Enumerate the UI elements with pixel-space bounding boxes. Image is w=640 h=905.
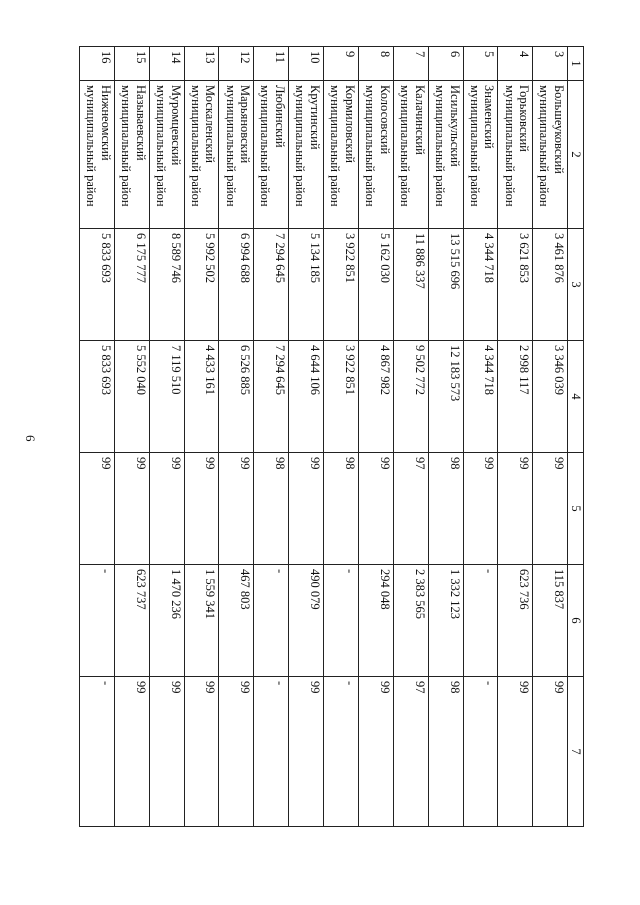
value-col-7: 99 bbox=[498, 677, 533, 827]
value-col-6: 1 332 123 bbox=[428, 565, 463, 677]
district-name: Муромцевский муниципальный район bbox=[149, 81, 184, 229]
value-col-6: 2 383 565 bbox=[393, 565, 428, 677]
district-name: Любинский муниципальный район bbox=[254, 81, 289, 229]
header-cell: 3 bbox=[568, 229, 584, 341]
district-name: Кормиловский муниципальный район bbox=[324, 81, 359, 229]
table-row bbox=[359, 47, 394, 827]
value-col-3: 3 922 851 bbox=[324, 229, 359, 341]
row-number: 14 bbox=[149, 47, 184, 81]
value-col-7: 99 bbox=[533, 677, 568, 827]
value-col-6: 1 559 341 bbox=[184, 565, 219, 677]
district-name: Марьяновский муниципальный район bbox=[219, 81, 254, 229]
value-col-5: 99 bbox=[289, 453, 324, 565]
value-col-4: 7 119 510 bbox=[149, 341, 184, 453]
value-col-4: 4 644 106 bbox=[289, 341, 324, 453]
data-table bbox=[79, 46, 584, 827]
value-col-5: 99 bbox=[149, 453, 184, 565]
district-name: Москаленский муниципальный район bbox=[184, 81, 219, 229]
district-name: Большеуковский муниципальный район bbox=[533, 81, 568, 229]
table-row bbox=[533, 47, 568, 827]
row-number: 7 bbox=[393, 47, 428, 81]
value-col-4: 4 867 982 bbox=[359, 341, 394, 453]
table-row bbox=[393, 47, 428, 827]
table-row bbox=[428, 47, 463, 827]
value-col-3: 4 344 718 bbox=[463, 229, 498, 341]
value-col-4: 4 344 718 bbox=[463, 341, 498, 453]
table-body bbox=[80, 47, 568, 827]
row-number: 3 bbox=[533, 47, 568, 81]
value-col-7: 99 bbox=[114, 677, 149, 827]
row-number: 15 bbox=[114, 47, 149, 81]
rotated-table-container bbox=[79, 46, 584, 826]
value-col-7: 97 bbox=[393, 677, 428, 827]
value-col-7: - bbox=[463, 677, 498, 827]
value-col-5: 99 bbox=[533, 453, 568, 565]
value-col-6: 1 470 236 bbox=[149, 565, 184, 677]
value-col-3: 8 589 746 bbox=[149, 229, 184, 341]
page-number: 6 bbox=[23, 435, 38, 442]
value-col-3: 3 621 853 bbox=[498, 229, 533, 341]
table-row bbox=[149, 47, 184, 827]
value-col-7: 99 bbox=[149, 677, 184, 827]
district-name: Знаменский муниципальный район bbox=[463, 81, 498, 229]
value-col-6: - bbox=[463, 565, 498, 677]
value-col-3: 6 994 688 bbox=[219, 229, 254, 341]
table-row bbox=[324, 47, 359, 827]
value-col-7: 99 bbox=[219, 677, 254, 827]
value-col-6: 623 737 bbox=[114, 565, 149, 677]
row-number: 11 bbox=[254, 47, 289, 81]
row-number: 4 bbox=[498, 47, 533, 81]
value-col-3: 13 515 696 bbox=[428, 229, 463, 341]
value-col-5: 99 bbox=[359, 453, 394, 565]
value-col-7: 98 bbox=[428, 677, 463, 827]
value-col-6: 490 079 bbox=[289, 565, 324, 677]
value-col-5: 98 bbox=[324, 453, 359, 565]
value-col-4: 3 922 851 bbox=[324, 341, 359, 453]
value-col-6: 467 803 bbox=[219, 565, 254, 677]
district-name: Называевский муниципальный район bbox=[114, 81, 149, 229]
value-col-5: 98 bbox=[254, 453, 289, 565]
row-number: 10 bbox=[289, 47, 324, 81]
value-col-4: 2 998 117 bbox=[498, 341, 533, 453]
district-name: Горьковский муниципальный район bbox=[498, 81, 533, 229]
value-col-3: 6 175 777 bbox=[114, 229, 149, 341]
header-cell: 7 bbox=[568, 677, 584, 827]
district-name: Нижнеомский муниципальный район bbox=[80, 81, 115, 229]
value-col-6: - bbox=[80, 565, 115, 677]
value-col-4: 4 433 161 bbox=[184, 341, 219, 453]
value-col-6: 115 837 bbox=[533, 565, 568, 677]
value-col-4: 5 833 693 bbox=[80, 341, 115, 453]
value-col-5: 99 bbox=[463, 453, 498, 565]
value-col-3: 5 134 185 bbox=[289, 229, 324, 341]
value-col-4: 9 502 772 bbox=[393, 341, 428, 453]
value-col-3: 7 294 645 bbox=[254, 229, 289, 341]
header-row bbox=[568, 47, 584, 827]
value-col-4: 7 294 645 bbox=[254, 341, 289, 453]
row-number: 6 bbox=[428, 47, 463, 81]
value-col-5: 99 bbox=[498, 453, 533, 565]
row-number: 13 bbox=[184, 47, 219, 81]
value-col-5: 98 bbox=[428, 453, 463, 565]
row-number: 9 bbox=[324, 47, 359, 81]
header-cell: 4 bbox=[568, 341, 584, 453]
table-row bbox=[254, 47, 289, 827]
value-col-7: 99 bbox=[184, 677, 219, 827]
district-name: Исилькульский муниципальный район bbox=[428, 81, 463, 229]
district-name: Колосовский муниципальный район bbox=[359, 81, 394, 229]
value-col-3: 11 886 337 bbox=[393, 229, 428, 341]
value-col-6: - bbox=[324, 565, 359, 677]
table-row bbox=[114, 47, 149, 827]
value-col-3: 3 461 876 bbox=[533, 229, 568, 341]
value-col-5: 97 bbox=[393, 453, 428, 565]
table-row bbox=[80, 47, 115, 827]
value-col-4: 3 346 039 bbox=[533, 341, 568, 453]
district-name: Крутинский муниципальный район bbox=[289, 81, 324, 229]
row-number: 8 bbox=[359, 47, 394, 81]
value-col-4: 5 552 040 bbox=[114, 341, 149, 453]
value-col-4: 12 183 573 bbox=[428, 341, 463, 453]
value-col-5: 99 bbox=[184, 453, 219, 565]
value-col-7: 99 bbox=[359, 677, 394, 827]
value-col-5: 99 bbox=[114, 453, 149, 565]
value-col-3: 5 162 030 bbox=[359, 229, 394, 341]
table-row bbox=[289, 47, 324, 827]
value-col-6: 623 736 bbox=[498, 565, 533, 677]
table-row bbox=[219, 47, 254, 827]
row-number: 12 bbox=[219, 47, 254, 81]
row-number: 16 bbox=[80, 47, 115, 81]
header-cell: 2 bbox=[568, 81, 584, 229]
row-number: 5 bbox=[463, 47, 498, 81]
table-row bbox=[463, 47, 498, 827]
value-col-7: 99 bbox=[289, 677, 324, 827]
value-col-6: - bbox=[254, 565, 289, 677]
header-cell: 5 bbox=[568, 453, 584, 565]
value-col-7: - bbox=[254, 677, 289, 827]
table-row bbox=[184, 47, 219, 827]
value-col-3: 5 833 693 bbox=[80, 229, 115, 341]
table-row bbox=[498, 47, 533, 827]
value-col-5: 99 bbox=[80, 453, 115, 565]
header-cell: 6 bbox=[568, 565, 584, 677]
value-col-6: 294 048 bbox=[359, 565, 394, 677]
header-cell: 1 bbox=[568, 47, 584, 81]
value-col-3: 5 992 502 bbox=[184, 229, 219, 341]
value-col-7: - bbox=[324, 677, 359, 827]
value-col-4: 6 526 885 bbox=[219, 341, 254, 453]
district-name: Калачинский муниципальный район bbox=[393, 81, 428, 229]
value-col-5: 99 bbox=[219, 453, 254, 565]
value-col-7: - bbox=[80, 677, 115, 827]
